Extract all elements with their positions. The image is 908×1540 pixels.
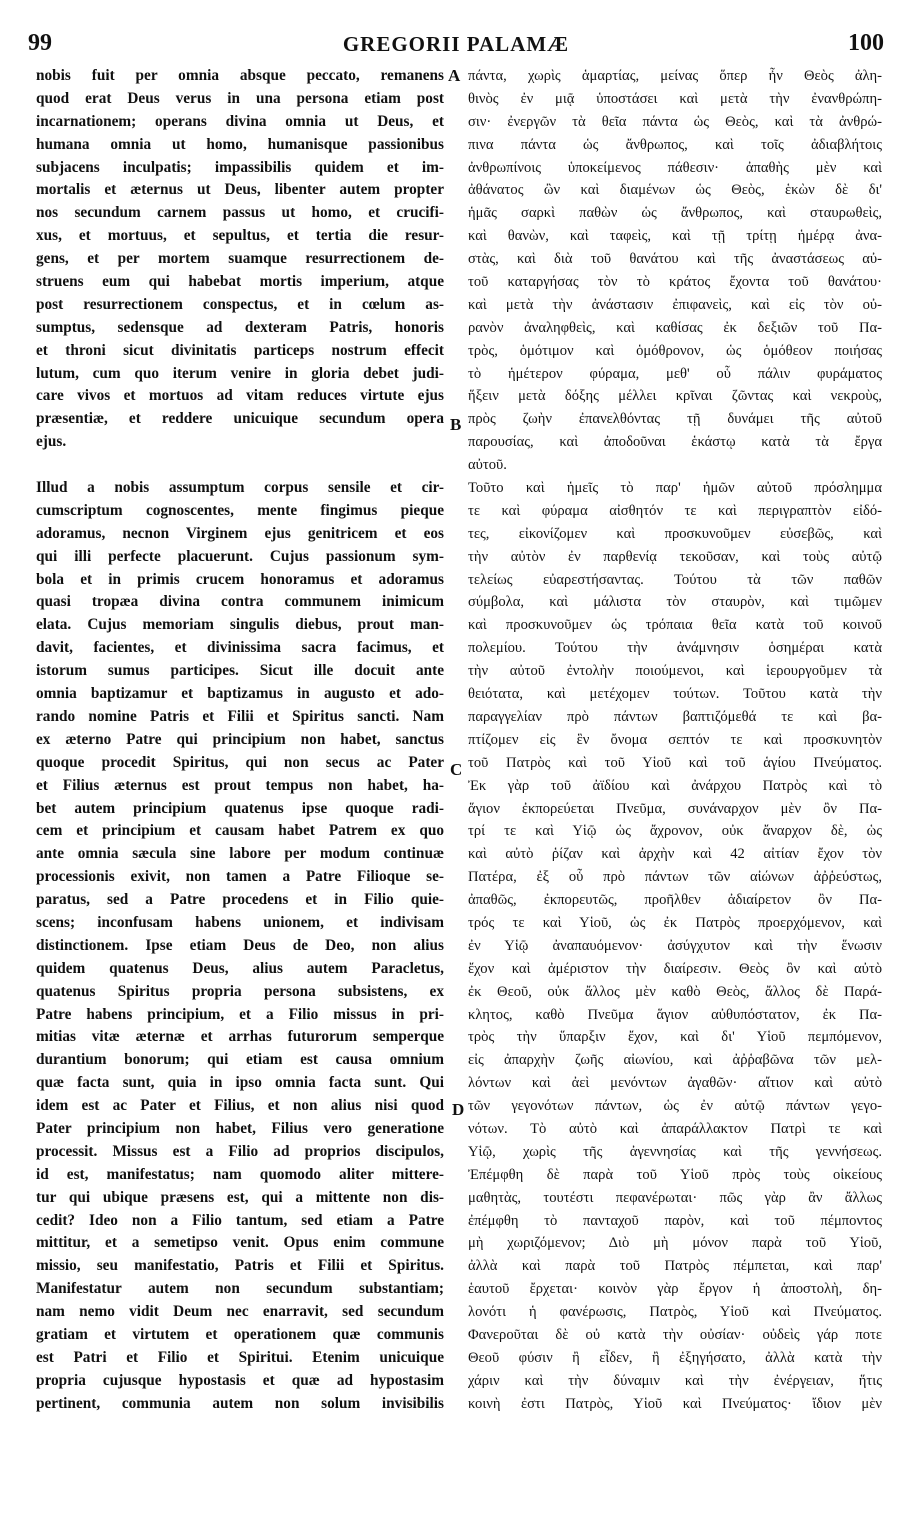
greek-text-line: τὴν αὐτοῦ ἐντολὴν ποιούμενοι, καὶ ἱερουργοῦμεν τὰ <box>468 663 882 680</box>
latin-text-line: bet autem principium quatenus ipse quoque radi- <box>36 799 444 817</box>
greek-text-line: λονότι ἡ φανέρωσις, Πατρὸς, Υἱοῦ καὶ Πνεύματος. <box>468 1304 882 1321</box>
latin-text-line: tur qui ubique præsens est, qui a mittente non dis- <box>36 1188 444 1206</box>
latin-text-line: post resurrectionem conspectus, et in cœlum as- <box>36 295 444 313</box>
greek-text-line: Ἐπέμφθη δὲ παρὰ τοῦ Υἱοῦ πρὸς τοὺς οἰκείους <box>468 1166 882 1183</box>
greek-text-line: Φανεροῦται δὲ οὐ κατὰ τὴν οὐσίαν· οὐδεὶς γάρ ποτε <box>468 1326 882 1343</box>
greek-text-line: τῶν γεγονότων πάντων, ὡς ἐν αὐτῷ πάντων γεγο- <box>468 1098 882 1115</box>
greek-text-line: χάριν καὶ τὴν δύναμιν καὶ τὴν ἐνέργειαν, ἥτις <box>468 1372 882 1389</box>
greek-column <box>468 65 882 1416</box>
latin-text-line: ante omnia sæcula sine labore per modum continuæ <box>36 845 444 863</box>
latin-text-line: ex æterno Patre qui principium non habet, sanctus <box>36 730 444 748</box>
latin-text-line: care vivos et mortuos ad vitam reduces virtute ejus <box>36 387 444 405</box>
greek-text-line: ἅγιον ἐκπορεύεται Πνεῦμα, συνάναρχον μὲν ὂν Πα- <box>468 800 882 817</box>
latin-text-line <box>36 454 444 477</box>
left-page-number: 99 <box>28 30 52 56</box>
greek-text-line: πτίζομεν εἰς ἓν ὄνομα σεπτόν τε καὶ προσκυνητὸν <box>468 731 882 748</box>
greek-text-line: ἔχον καὶ ἀμέριστον τὴν διαίρεσιν. Θεὸς ὂν καὶ αὐτὸ <box>468 960 882 977</box>
latin-text-line: quæ facta sunt, quia in ipso omnia facta sunt. Qui <box>36 1074 444 1092</box>
greek-text-line: καὶ αὐτὸ ῥίζαν καὶ ἀρχὴν καὶ 42 αἰτίαν ἔχον τὸν <box>468 846 882 863</box>
greek-text-line: Θεοῦ φύσιν ἢ εἶδεν, ἢ ἐξηγήσατο, ἀλλὰ κατὰ τὴν <box>468 1349 882 1366</box>
latin-text-line: et throni sicut divinitatis particeps nostrum effecit <box>36 341 444 359</box>
latin-text-line: quatenus Spiritus propria persona subsistens, ex <box>36 982 444 1000</box>
greek-text-line: εἰς ἀπαρχὴν ζωῆς αἰωνίου, καὶ ἀῤῥαβῶνα τῶν μελ- <box>468 1052 882 1069</box>
right-page-number: 100 <box>848 30 884 56</box>
greek-text-line: ρανὸν ἀναληφθεὶς, καὶ καθίσας ἐκ δεξιῶν τοῦ Πα- <box>468 319 882 336</box>
latin-text-line: Patre habens principium, et a Filio missus in pri- <box>36 1005 444 1023</box>
latin-text-line: cem et principium et causam habet Patrem ex quo <box>36 822 444 840</box>
greek-text-line: μαθητὰς, τουτέστι πεφανέρωται· πῶς γὰρ ἂν ἄλλως <box>468 1189 882 1206</box>
page-header <box>28 30 884 60</box>
greek-text-line: τὴν αὐτὸν ἐν παρθενίᾳ τεκοῦσαν, καὶ τοὺς αὐτῷ <box>468 548 882 565</box>
latin-text-line: gens, et per mortem suamque resurrectionem de- <box>36 250 444 268</box>
greek-text-line: λόντων καὶ ἀεὶ μενόντων ἀγαθῶν· αἴτιον καὶ αὐτὸ <box>468 1075 882 1092</box>
greek-text-line: πάντα, χωρὶς ἁμαρτίας, μείνας ὅπερ ἦν Θεὸς ἀλη- <box>468 68 882 84</box>
greek-text-line: τὸ ἡμέτερον φύραμα, μεθ' οὗ πάλιν φυράματος <box>468 365 882 382</box>
latin-text-line: mortalis et æternus ut Deus, libenter autem propter <box>36 181 444 199</box>
latin-text-line: scens; inconfusam habens unionem, et indivisam <box>36 913 444 931</box>
latin-text-line: rando nomine Patris et Filii et Spiritus sancti. Nam <box>36 707 444 725</box>
latin-column <box>36 65 444 1416</box>
latin-text-line: quod erat Deus verus in una persona etiam post <box>36 89 444 107</box>
latin-text-line: id est, manifestatus; nam quomodo aliter mittere- <box>36 1165 444 1183</box>
latin-text-line: nobis fuit per omnia absque peccato, remanens <box>36 67 444 84</box>
latin-text-line: adoramus, necnon Virginem ejus genitricem et eos <box>36 524 444 542</box>
latin-text-line: mitias vitæ æternæ et arrhas futurorum semperque <box>36 1028 444 1046</box>
greek-text-line: αὐτοῦ. <box>468 457 507 474</box>
greek-text-line: Ἐκ γὰρ τοῦ ἀϊδίου καὶ ἀνάρχου Πατρὸς καὶ τὸ <box>468 777 882 794</box>
greek-text-line: τρὸς τὴν ὕπαρξιν ἔχον, καὶ δι' Υἱοῦ πεμπόμενον, <box>468 1029 882 1046</box>
greek-text-line: στὰς, καὶ διὰ τοῦ θανάτου καὶ τῆς ἀναστάσεως αὐ- <box>468 251 882 268</box>
greek-text-line: Υἱῷ, χωρὶς τῆς ἀγεννησίας καὶ τῆς γεννήσεως. <box>468 1143 882 1160</box>
greek-text-line: σιν· ἐνεργῶν τὰ θεῖα πάντα ὡς Θεὸς, καὶ τὰ ἀνθρώ- <box>468 113 882 130</box>
latin-text-line: Illud a nobis assumptum corpus sensile et cir- <box>36 479 444 497</box>
latin-text-line: ejus. <box>36 433 67 451</box>
margin-marker-b: B <box>450 415 462 434</box>
greek-text-line: ἥξειν μετὰ δόξης μέλλει κρῖναι ζῶντας καὶ νεκροὺς, <box>468 388 882 405</box>
latin-text-line: propria cujusque hypostasis et quæ ad hypostasim <box>36 1371 444 1389</box>
greek-text-line: πινα πάντα ὡς ἄνθρωπος, καὶ τοῖς ἀδιαβλήτοις <box>468 136 882 153</box>
margin-marker-a: A <box>448 66 461 85</box>
latin-text-line: est Patri et Filio et Spiritui. Etenim unicuique <box>36 1348 444 1366</box>
greek-text-line: καὶ προσκυνοῦμεν ὡς τρόπαια θεῖα κατὰ τοῦ κοινοῦ <box>468 617 882 634</box>
greek-text-line: Πατέρα, ἐξ οὗ πρὸ πάντων τῶν αἰώνων ἀῤῥεύστως, <box>468 869 882 886</box>
latin-text-line: struens eum qui habebat mortis imperium, atque <box>36 273 444 291</box>
latin-text-line: cumscriptum cognoscentes, mente fingimus pieque <box>36 501 444 519</box>
latin-text-line: quasi tropæa divina contra communem inimicum <box>36 593 444 611</box>
latin-text-line: Manifestatur autem non secundum substantiam; <box>36 1280 444 1298</box>
greek-text-line: καὶ μετὰ τὴν ἀνάστασιν ἐπιφανεὶς, καὶ εἰς τὸν οὐ- <box>468 296 882 313</box>
latin-text-line: processionis exivit, non tamen a Patre Filioque se- <box>36 868 444 886</box>
latin-text-line: quidem quatenus Deus, alius autem Paracletus, <box>36 959 444 977</box>
greek-text-line: ἡμᾶς σαρκὶ παθὼν ὡς ἄνθρωπος, καὶ σταυρωθεὶς, <box>468 205 882 222</box>
latin-text-line: xus, et mortuus, et sepultus, et tertia die resur- <box>36 227 444 245</box>
greek-text-line: νότων. Τὸ αὐτὸ καὶ ἀπαράλλακτον Πατρὶ τε καὶ <box>468 1120 882 1137</box>
latin-text-line: mittitur, et a semetipso venit. Opus enim commune <box>36 1234 444 1252</box>
latin-text-line: præsentiæ, et reddere unicuique secundum opera <box>36 410 444 428</box>
latin-text-line: nam nemo vidit Deum nec enarravit, sed secundum <box>36 1303 444 1321</box>
greek-text-line: τε καὶ φύραμα αἰσθητόν τε καὶ περιγραπτὸν εἰδό- <box>468 502 882 519</box>
latin-text-line: quoque procedit Spiritus, qui non secus ac Pater <box>36 753 444 771</box>
greek-text-line: πρὸς ζωὴν ἐπανελθόντας τῇ δυνάμει τῆς αὐτοῦ <box>468 411 882 428</box>
latin-text-line: incarnationem; operans divina omnia ut Deus, et <box>36 112 444 130</box>
latin-text-line: Pater principium non habet, Filius vero generatione <box>36 1119 444 1137</box>
latin-text-line: bola et in primis crucem honoramus et adoramus <box>36 570 444 588</box>
latin-text-line: davit, facientes, et divinissima sacra facimus, et <box>36 639 444 657</box>
latin-text-line: nos secundum carnem passus ut homo, et crucifi- <box>36 204 444 222</box>
latin-text-line: pertinent, communia autem non solum invisibilis <box>36 1394 444 1412</box>
greek-text-line: ἀπαθῶς, ἐκπορευτῶς, προῆλθεν ἀδιαίρετον ὂν Πα- <box>468 892 882 909</box>
latin-text-line: paratus, sed a Patre procedens et in Filio quie- <box>36 891 444 909</box>
latin-text-line: sumptus, sedensque ad dexteram Patris, honoris <box>36 318 444 336</box>
greek-text-line: ἐπέμφθη τὸ πανταχοῦ παρὸν, καὶ τοῦ πέμποντος <box>468 1212 882 1229</box>
latin-text-line: durantium bonorum; qui etiam est causa omnium <box>36 1051 444 1069</box>
greek-text-line: θινὸς ἐν μιᾷ ὑποστάσει καὶ μετὰ τὴν ἐνανθρώπη- <box>468 90 882 107</box>
greek-text-line: ἐκ Θεοῦ, οὐκ ἄλλος μὲν καθὸ Θεὸς, ἄλλος δὲ Παρά- <box>468 983 882 1000</box>
latin-text-line: missio, seu manifestatio, Patris et Filii et Spiritus. <box>36 1257 444 1275</box>
greek-text-line: μὴ χωριζόμενον; Διὸ μὴ μόνον παρὰ τοῦ Υἱοῦ, <box>468 1235 882 1252</box>
latin-text-line: lutum, cum quo iterum venire in gloria debet judi- <box>36 364 444 382</box>
latin-text-line: cedit? Ideo non a Filio tantum, sed etiam a Patre <box>36 1211 444 1229</box>
greek-text-line: τελείως εὐαρεστήσαντας. Τούτου τὰ τῶν παθῶν <box>468 571 882 588</box>
margin-marker-c: C <box>450 760 463 779</box>
greek-text-line: κοινὴ ἐστι Πατρὸς, Υἱοῦ καὶ Πνεύματος· ἴδιον μὲν <box>468 1395 882 1412</box>
latin-text-line: istorum sumus participes. Sicut ille docuit ante <box>36 662 444 680</box>
greek-text-line: ἑαυτοῦ ἔρχεται· κοινὸν γὰρ ἔργον ἡ ἀποστολὴ, δη- <box>468 1281 882 1298</box>
greek-text-line: Τοῦτο καὶ ἡμεῖς τὸ παρ' ἡμῶν αὐτοῦ πρόσλημμα <box>468 480 882 497</box>
greek-text-line: κλητος, καθὸ Πνεῦμα ἅγιον αὐθυπόστατον, ἐκ Πα- <box>468 1006 882 1023</box>
greek-text-line: τοῦ καταργήσας τὸν τὸ κράτος ἔχοντα τοῦ θανάτου· <box>468 274 882 291</box>
greek-text-line: θειότατα, καὶ μετέχομεν τούτων. Τοῦτου κατὰ τὴν <box>468 686 882 703</box>
greek-text-line: σύμβολα, καὶ μάλιστα τὸν σταυρὸν, καὶ τιμῶμεν <box>468 594 882 611</box>
greek-text-line: τρός τε καὶ Υἱοῦ, ὡς ἐκ Πατρὸς προερχόμενον, καὶ <box>468 914 882 931</box>
latin-text-line: humana omnia ut homo, humanisque passionibus <box>36 135 444 153</box>
greek-text-line: καὶ θανὼν, καὶ ταφεὶς, καὶ τῇ τρίτῃ ἡμέρᾳ ἀνα- <box>468 228 882 245</box>
latin-text-line: gratiam et virtutem et operationem quæ communis <box>36 1325 444 1343</box>
latin-text-line: processit. Missus est a Filio ad proprios discipulos, <box>36 1142 444 1160</box>
greek-text-line: τρί τε καὶ Υἱῷ ὡς ἄχρονον, οὐκ ἄναρχον δὲ, ὡς <box>468 823 882 840</box>
latin-text-line: distinctionem. Ipse etiam Deus de Deo, non alius <box>36 936 444 954</box>
latin-text-line: subjacens inculpatis; impassibilis quidem et im- <box>36 158 444 176</box>
latin-text-line: omnia baptizamur et baptizamus in augusto et ado- <box>36 685 444 703</box>
greek-text-line: τοῦ Πατρὸς καὶ τοῦ Υἱοῦ καὶ τοῦ ἁγίου Πνεύματος. <box>468 754 882 771</box>
greek-text-line: πολεμίου. Τούτου τὴν ἀνάμνησιν ὁσημέραι κατὰ <box>468 640 882 657</box>
margin-marker-d: D <box>452 1100 465 1119</box>
latin-text-line: et Filius æternus est prout tempus non habet, ha- <box>36 776 444 794</box>
greek-text-line: ἀνθρωπίνοις ὑποκείμενος πάθεσιν· ἀπαθὴς μὲν καὶ <box>468 159 882 176</box>
greek-text-line: παραγγελίαν πρὸ πάντων βαπτιζόμεθά τε καὶ βα- <box>468 708 882 725</box>
running-title: GREGORII PALAMÆ <box>342 32 570 56</box>
greek-text-line: τρὸς, ὁμότιμον καὶ ὁμόθρονον, ὡς ὁμόθεον ποιήσας <box>468 342 882 359</box>
latin-text-line: qui illi perfecte placuerunt. Cujus passionum sym- <box>36 547 444 565</box>
greek-text-line: τες, εἰκονίζομεν καὶ προσκυνοῦμεν εὐσεβῶς, καὶ <box>468 525 882 542</box>
greek-text-line: ἐν Υἱῷ ἀναπαυόμενον· ἀσύγχυτον καὶ τὴν ἕνωσιν <box>468 937 882 954</box>
greek-text-line: ἀθάνατος ὢν καὶ διαμένων ὡς Θεὸς, ἑκὼν δὲ δι' <box>468 182 882 199</box>
greek-text-line: παρουσίας, καὶ ἀποδοῦναι ἑκάστῳ κατὰ τὰ ἔργα <box>468 434 882 451</box>
latin-text-line: elata. Cujus memoriam singulis diebus, prout man- <box>36 616 444 634</box>
latin-text-line: idem est ac Pater et Filius, et non alius nisi quod <box>36 1097 444 1115</box>
greek-text-line: ἀλλὰ καὶ παρὰ τοῦ Πατρὸς πέμπεται, καὶ παρ' <box>468 1258 882 1275</box>
